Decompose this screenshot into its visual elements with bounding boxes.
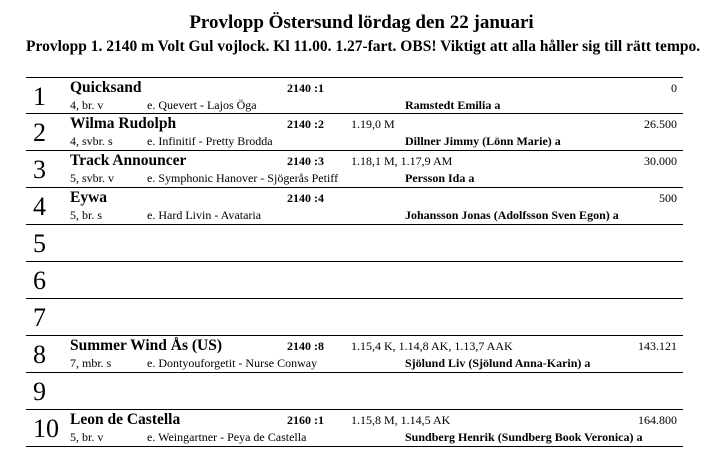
race-description: Provlopp 1. 2140 m Volt Gul vojlock. Kl 11.00. 1.27-fart. OBS! Viktigt att alla håller sig till rätt tempo. [26,38,701,55]
prize-money: 26.500 [644,117,677,131]
distance-post: 2140 :4 [287,191,324,205]
prize-money: 500 [659,191,677,205]
entry-row [26,299,683,336]
horse-info: 5, br. s [70,208,103,222]
driver-name: Sundberg Henrik (Sundberg Book Veronica) a [405,430,643,444]
start-list [26,77,683,447]
driver-name: Dillner Jimmy (Lönn Marie) a [405,134,561,148]
horse-name: Track Announcer [70,152,187,169]
pedigree: e. Hard Livin - Avataria [147,208,262,222]
entry-row [26,410,683,447]
pedigree: e. Dontyouforgetit - Nurse Conway [147,356,318,370]
entry-number: 4 [33,192,46,221]
driver-name: Sjölund Liv (Sjölund Anna-Karin) a [405,356,591,370]
entry-number: 5 [33,229,46,258]
prize-money: 0 [671,81,677,95]
entry-number: 8 [33,340,46,369]
entry-number: 9 [33,377,46,406]
horse-info: 4, svbr. s [70,134,113,148]
pedigree: e. Quevert - Lajos Öga [147,98,257,112]
driver-name: Johansson Jonas (Adolfsson Sven Egon) a [405,208,619,222]
entry-row [26,151,683,188]
prize-money: 143.121 [638,339,677,353]
pedigree: e. Infinitif - Pretty Brodda [147,134,273,148]
entry-number: 6 [33,266,46,295]
entry-number: 2 [33,118,46,147]
horse-name: Leon de Castella [70,411,181,428]
horse-info: 5, svbr. v [70,171,115,185]
entry-row [26,77,683,114]
horse-name: Quicksand [70,79,142,96]
distance-post: 2140 :8 [287,339,324,353]
record-times: 1.19,0 M [351,117,395,131]
distance-post: 2160 :1 [287,413,324,427]
entry-row [26,336,683,373]
entry-row [26,262,683,299]
page-title: Provlopp Östersund lördag den 22 januari [189,12,534,33]
driver-name: Ramstedt Emilia a [405,98,501,112]
prize-money: 164.800 [638,413,677,427]
entry-number: 10 [33,414,59,443]
entry-number: 7 [33,303,46,332]
entry-row [26,188,683,225]
horse-info: 7, mbr. s [70,356,112,370]
horse-info: 5, br. v [70,430,104,444]
record-times: 1.15,8 M, 1.14,5 AK [351,413,451,427]
distance-post: 2140 :1 [287,81,324,95]
horse-name: Wilma Rudolph [70,115,177,132]
entry-row [26,114,683,151]
horse-name: Summer Wind Ås (US) [70,337,223,354]
record-times: 1.15,4 K, 1.14,8 AK, 1.13,7 AAK [351,339,513,353]
driver-name: Persson Ida a [405,171,475,185]
record-times: 1.18,1 M, 1.17,9 AM [351,154,453,168]
prize-money: 30.000 [644,154,677,168]
entry-number: 3 [33,155,46,184]
horse-name: Eywa [70,189,108,206]
entry-number: 1 [33,82,46,111]
entry-row [26,225,683,262]
entry-row [26,373,683,410]
horse-info: 4, br. v [70,98,104,112]
distance-post: 2140 :3 [287,154,324,168]
pedigree: e. Symphonic Hanover - Sjögerås Petiff [147,171,339,185]
pedigree: e. Weingartner - Peya de Castella [147,430,307,444]
distance-post: 2140 :2 [287,117,324,131]
